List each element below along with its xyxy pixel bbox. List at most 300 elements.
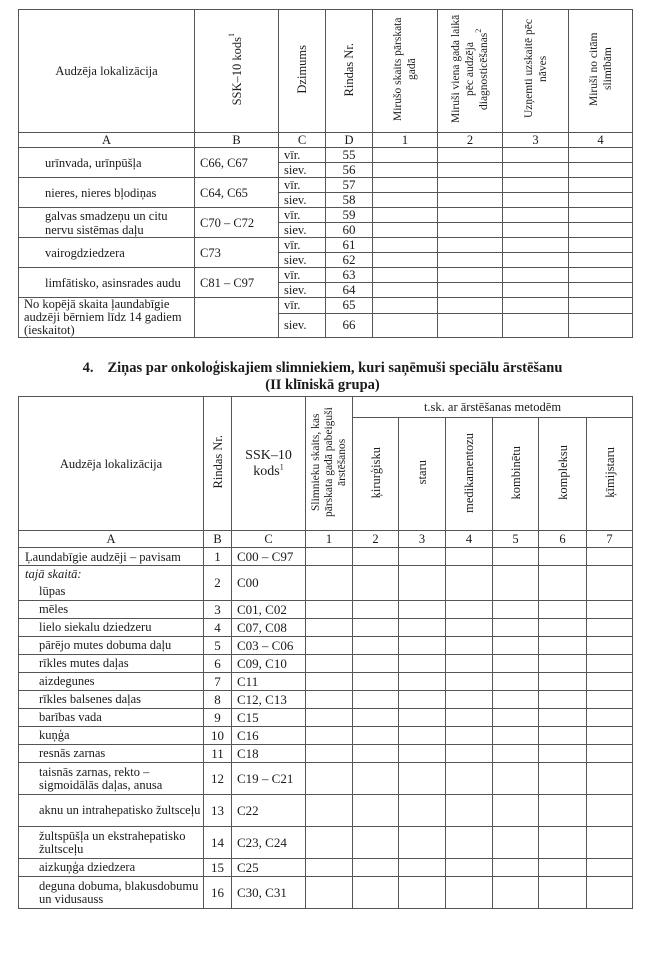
value-cell[interactable]: [399, 709, 446, 727]
table-row: [19, 268, 633, 283]
row-number-cell: 7: [204, 673, 232, 691]
row-number-cell: 59: [326, 208, 373, 223]
header-method-radiation: staru: [399, 418, 446, 531]
table-row: [19, 691, 633, 709]
value-cell[interactable]: [587, 727, 633, 745]
code-cell: [195, 298, 279, 338]
row-number-cell: 58: [326, 193, 373, 208]
value-cell[interactable]: [306, 548, 353, 566]
value-cell[interactable]: [569, 313, 633, 337]
gender-cell: vīr.: [279, 268, 326, 283]
header-method-surgical: ķirurģisku: [353, 418, 399, 531]
value-cell[interactable]: [446, 709, 493, 727]
value-cell[interactable]: [569, 163, 633, 178]
value-cell[interactable]: [446, 548, 493, 566]
code-cell: C81 – C97: [195, 268, 279, 298]
code-cell: C64, C65: [195, 178, 279, 208]
value-cell[interactable]: [306, 673, 353, 691]
row-number-cell: 6: [204, 655, 232, 673]
value-cell[interactable]: [353, 691, 399, 709]
code-cell: C30, C31: [232, 877, 306, 909]
header-row-no: Rindas Nr.: [326, 10, 373, 133]
value-cell[interactable]: [539, 763, 587, 795]
value-cell[interactable]: [446, 619, 493, 637]
index-cell: 3: [399, 531, 446, 548]
value-cell[interactable]: [373, 208, 438, 223]
localization-cell: resnās zarnas: [19, 745, 204, 763]
value-cell[interactable]: [353, 795, 399, 827]
value-cell[interactable]: [569, 208, 633, 223]
row-number-cell: 2: [204, 566, 232, 601]
table-row: [19, 727, 633, 745]
value-cell[interactable]: [306, 745, 353, 763]
value-cell[interactable]: [539, 859, 587, 877]
table-row: [19, 208, 633, 223]
section-number: 4.: [82, 360, 94, 376]
value-cell[interactable]: [306, 727, 353, 745]
value-cell[interactable]: [587, 637, 633, 655]
row-number-cell: 3: [204, 601, 232, 619]
value-cell[interactable]: [438, 193, 503, 208]
table-row: [19, 795, 633, 827]
value-cell[interactable]: [438, 283, 503, 298]
index-cell: 1: [373, 133, 438, 148]
row-number-cell: 60: [326, 223, 373, 238]
localization-cell: lielo siekalu dziedzeru: [19, 619, 204, 637]
value-cell[interactable]: [503, 178, 569, 193]
value-cell[interactable]: [539, 877, 587, 909]
code-cell: C09, C10: [232, 655, 306, 673]
value-cell[interactable]: [306, 859, 353, 877]
code-cell: C22: [232, 795, 306, 827]
value-cell[interactable]: [539, 566, 587, 601]
localization-cell: mēles: [19, 601, 204, 619]
localization-cell: limfātisko, asinsrades audu: [19, 268, 195, 298]
value-cell[interactable]: [373, 268, 438, 283]
section-subtitle: (II klīniskā grupa): [265, 377, 380, 393]
code-cell: C18: [232, 745, 306, 763]
value-cell[interactable]: [353, 548, 399, 566]
value-cell[interactable]: [399, 795, 446, 827]
value-cell[interactable]: [306, 691, 353, 709]
value-cell[interactable]: [569, 223, 633, 238]
row-number-cell: 55: [326, 148, 373, 163]
row-number-cell: 15: [204, 859, 232, 877]
table-row: [19, 877, 633, 909]
value-cell[interactable]: [306, 709, 353, 727]
value-cell[interactable]: [399, 877, 446, 909]
header-code: SSK–10 kods$^1$: [232, 397, 306, 531]
row-number-cell: 64: [326, 283, 373, 298]
table-row: [19, 763, 633, 795]
code-cell: C03 – C06: [232, 637, 306, 655]
table-row: [19, 601, 633, 619]
value-cell[interactable]: [587, 859, 633, 877]
value-cell[interactable]: [587, 877, 633, 909]
value-cell[interactable]: [438, 253, 503, 268]
code-cell: C25: [232, 859, 306, 877]
code-cell: C01, C02: [232, 601, 306, 619]
localization-cell: pārējo mutes dobuma daļu: [19, 637, 204, 655]
index-cell: C: [279, 133, 326, 148]
value-cell[interactable]: [438, 223, 503, 238]
header-localization: Audzēja lokalizācija: [19, 397, 204, 531]
value-cell[interactable]: [587, 827, 633, 859]
value-cell[interactable]: [493, 763, 539, 795]
value-cell[interactable]: [446, 763, 493, 795]
value-cell[interactable]: [438, 178, 503, 193]
value-cell[interactable]: [438, 298, 503, 314]
gender-cell: siev.: [279, 193, 326, 208]
index-cell: 4: [446, 531, 493, 548]
value-cell[interactable]: [399, 827, 446, 859]
gender-cell: siev.: [279, 313, 326, 337]
value-cell[interactable]: [446, 877, 493, 909]
code-cell: C19 – C21: [232, 763, 306, 795]
mortality-table: [18, 9, 633, 338]
header-gender: Dzimums: [279, 10, 326, 133]
value-cell[interactable]: [493, 566, 539, 601]
table-row: [19, 619, 633, 637]
header-registered-after-death: Uzņemti uzskaitē pēc nāves: [503, 10, 569, 133]
value-cell[interactable]: [353, 637, 399, 655]
section-title-line1: Ziņas par onkoloģiskajiem slimniekiem, kuri saņēmuši speciālu ārstēšanu: [107, 360, 563, 376]
header-method-chemoradiation: ķīmijstaru: [587, 418, 633, 531]
value-cell[interactable]: [438, 163, 503, 178]
row-number-cell: 12: [204, 763, 232, 795]
value-cell[interactable]: [373, 148, 438, 163]
value-cell[interactable]: [569, 193, 633, 208]
table-row: [19, 298, 633, 314]
value-cell[interactable]: [587, 709, 633, 727]
gender-cell: vīr.: [279, 148, 326, 163]
localization-cell: barības vada: [19, 709, 204, 727]
row-number-cell: 57: [326, 178, 373, 193]
value-cell[interactable]: [493, 877, 539, 909]
value-cell[interactable]: [399, 763, 446, 795]
value-cell[interactable]: [539, 745, 587, 763]
index-cell: D: [326, 133, 373, 148]
value-cell[interactable]: [399, 745, 446, 763]
value-cell[interactable]: [438, 313, 503, 337]
value-cell[interactable]: [446, 827, 493, 859]
code-cell: C00 – C97: [232, 548, 306, 566]
value-cell[interactable]: [503, 313, 569, 337]
value-cell[interactable]: [306, 637, 353, 655]
value-cell[interactable]: [306, 601, 353, 619]
gender-cell: vīr.: [279, 178, 326, 193]
value-cell[interactable]: [446, 566, 493, 601]
value-cell[interactable]: [353, 763, 399, 795]
table-row: [19, 637, 633, 655]
value-cell[interactable]: [446, 637, 493, 655]
localization-cell: vairogdziedzera: [19, 238, 195, 268]
value-cell[interactable]: [503, 193, 569, 208]
table-row: [19, 673, 633, 691]
table-row: [19, 148, 633, 163]
gender-cell: siev.: [279, 223, 326, 238]
localization-cell: kuņģa: [19, 727, 204, 745]
value-cell[interactable]: [587, 691, 633, 709]
value-cell[interactable]: [353, 619, 399, 637]
gender-cell: siev.: [279, 253, 326, 268]
value-cell[interactable]: [493, 548, 539, 566]
value-cell[interactable]: [438, 268, 503, 283]
value-cell[interactable]: [399, 655, 446, 673]
localization-cell: tajā skaitā: lūpas: [19, 566, 204, 601]
table-row: [19, 548, 633, 566]
localization-cell: aknu un intrahepatisko žultsceļu: [19, 795, 204, 827]
value-cell[interactable]: [399, 566, 446, 601]
value-cell[interactable]: [399, 727, 446, 745]
value-cell[interactable]: [503, 298, 569, 314]
value-cell[interactable]: [539, 727, 587, 745]
value-cell[interactable]: [438, 148, 503, 163]
header-method-combined: kombinētu: [493, 418, 539, 531]
code-cell: C23, C24: [232, 827, 306, 859]
code-cell: C11: [232, 673, 306, 691]
value-cell[interactable]: [569, 298, 633, 314]
value-cell[interactable]: [539, 795, 587, 827]
row-number-cell: 11: [204, 745, 232, 763]
index-cell: 7: [587, 531, 633, 548]
value-cell[interactable]: [399, 619, 446, 637]
table-row: [19, 566, 633, 601]
index-row: [19, 531, 633, 548]
value-cell[interactable]: [493, 601, 539, 619]
value-cell[interactable]: [539, 673, 587, 691]
subheading: tajā skaitā:: [25, 567, 82, 581]
value-cell[interactable]: [503, 148, 569, 163]
value-cell[interactable]: [539, 619, 587, 637]
value-cell[interactable]: [306, 877, 353, 909]
header-method-medication: medikamentozu: [446, 418, 493, 531]
value-cell[interactable]: [373, 313, 438, 337]
row-number-cell: 13: [204, 795, 232, 827]
localization-cell: nieres, nieres bļodiņas: [19, 178, 195, 208]
value-cell[interactable]: [587, 655, 633, 673]
value-cell[interactable]: [353, 673, 399, 691]
header-deaths-first-year: Miruši viena gada laikā pēc audzēja diagnosticēšanas$^2$: [438, 10, 503, 133]
value-cell[interactable]: [399, 548, 446, 566]
value-cell[interactable]: [587, 566, 633, 601]
value-cell[interactable]: [493, 637, 539, 655]
value-cell[interactable]: [353, 745, 399, 763]
row-number-cell: 65: [326, 298, 373, 314]
localization-cell: aizkuņģa dziedzera: [19, 859, 204, 877]
value-cell[interactable]: [503, 238, 569, 253]
value-cell[interactable]: [438, 208, 503, 223]
value-cell[interactable]: [373, 193, 438, 208]
code-cell: C16: [232, 727, 306, 745]
localization-cell: rīkles mutes daļas: [19, 655, 204, 673]
value-cell[interactable]: [503, 253, 569, 268]
value-cell[interactable]: [493, 691, 539, 709]
value-cell[interactable]: [306, 763, 353, 795]
value-cell[interactable]: [306, 827, 353, 859]
value-cell[interactable]: [306, 619, 353, 637]
value-cell[interactable]: [503, 223, 569, 238]
table-row: [19, 238, 633, 253]
code-cell: C73: [195, 238, 279, 268]
value-cell[interactable]: [539, 691, 587, 709]
row-number-cell: 66: [326, 313, 373, 337]
gender-cell: siev.: [279, 163, 326, 178]
index-cell: 6: [539, 531, 587, 548]
table-row: [19, 655, 633, 673]
code-cell: C07, C08: [232, 619, 306, 637]
value-cell[interactable]: [569, 283, 633, 298]
value-cell[interactable]: [587, 548, 633, 566]
value-cell[interactable]: [399, 601, 446, 619]
value-cell[interactable]: [353, 566, 399, 601]
localization-cell: taisnās zarnas, rekto – sigmoidālās daļas, anusa: [19, 763, 204, 795]
localization-cell: aizdegunes: [19, 673, 204, 691]
value-cell[interactable]: [353, 655, 399, 673]
row-number-cell: 9: [204, 709, 232, 727]
value-cell[interactable]: [446, 691, 493, 709]
value-cell[interactable]: [493, 655, 539, 673]
gender-cell: vīr.: [279, 238, 326, 253]
value-cell[interactable]: [373, 253, 438, 268]
header-methods-group: t.sk. ar ārstēšanas metodēm: [353, 397, 633, 418]
value-cell[interactable]: [373, 283, 438, 298]
code-cell: C66, C67: [195, 148, 279, 178]
value-cell[interactable]: [353, 877, 399, 909]
value-cell[interactable]: [446, 745, 493, 763]
value-cell[interactable]: [539, 655, 587, 673]
section-title: [0, 360, 645, 376]
value-cell[interactable]: [587, 601, 633, 619]
value-cell[interactable]: [569, 268, 633, 283]
index-cell: 5: [493, 531, 539, 548]
value-cell[interactable]: [438, 238, 503, 253]
value-cell[interactable]: [306, 655, 353, 673]
index-cell: 2: [438, 133, 503, 148]
value-cell[interactable]: [493, 859, 539, 877]
value-cell[interactable]: [493, 709, 539, 727]
localization-cell: Ļaundabīgie audzēji – pavisam: [19, 548, 204, 566]
value-cell[interactable]: [503, 163, 569, 178]
value-cell[interactable]: [353, 709, 399, 727]
value-cell[interactable]: [587, 745, 633, 763]
localization-cell: rīkles balsenes daļas: [19, 691, 204, 709]
value-cell[interactable]: [569, 238, 633, 253]
value-cell[interactable]: [493, 727, 539, 745]
row-number-cell: 5: [204, 637, 232, 655]
header-patients-completed: Slimnieku skaits, kas pārskata gadā pabeiguši ārstēšanos: [306, 397, 353, 531]
value-cell[interactable]: [503, 268, 569, 283]
value-cell[interactable]: [493, 745, 539, 763]
value-cell[interactable]: [353, 827, 399, 859]
value-cell[interactable]: [446, 727, 493, 745]
value-cell[interactable]: [569, 148, 633, 163]
header-row-no: Rindas Nr.: [204, 397, 232, 531]
value-cell[interactable]: [399, 673, 446, 691]
value-cell[interactable]: [569, 253, 633, 268]
localization-cell: deguna dobuma, blakusdobumu un vidusauss: [19, 877, 204, 909]
table-row: [19, 859, 633, 877]
value-cell[interactable]: [587, 673, 633, 691]
value-cell[interactable]: [493, 795, 539, 827]
value-cell[interactable]: [569, 178, 633, 193]
value-cell[interactable]: [446, 795, 493, 827]
row-number-cell: 62: [326, 253, 373, 268]
row-number-cell: 10: [204, 727, 232, 745]
value-cell[interactable]: [399, 691, 446, 709]
value-cell[interactable]: [446, 673, 493, 691]
value-cell[interactable]: [587, 763, 633, 795]
index-row: [19, 133, 633, 148]
value-cell[interactable]: [399, 637, 446, 655]
header-code: SSK–10 kods$^1$: [195, 10, 279, 133]
row-number-cell: 8: [204, 691, 232, 709]
value-cell[interactable]: [353, 601, 399, 619]
value-cell[interactable]: [373, 223, 438, 238]
localization-cell: galvas smadzeņu un citu nervu sistēmas daļu: [19, 208, 195, 238]
row-number-cell: 56: [326, 163, 373, 178]
value-cell[interactable]: [373, 238, 438, 253]
value-cell[interactable]: [493, 619, 539, 637]
value-cell[interactable]: [306, 566, 353, 601]
row-number-cell: 63: [326, 268, 373, 283]
value-cell[interactable]: [373, 178, 438, 193]
value-cell[interactable]: [587, 619, 633, 637]
table-row: [19, 178, 633, 193]
gender-cell: vīr.: [279, 298, 326, 314]
index-cell: A: [19, 133, 195, 148]
table-row: [19, 827, 633, 859]
row-number-cell: 1: [204, 548, 232, 566]
value-cell[interactable]: [399, 859, 446, 877]
header-died-other-diseases: Miruši no citām slimībām: [569, 10, 633, 133]
value-cell[interactable]: [353, 859, 399, 877]
value-cell[interactable]: [493, 673, 539, 691]
index-cell: C: [232, 531, 306, 548]
index-cell: 4: [569, 133, 633, 148]
value-cell[interactable]: [446, 655, 493, 673]
index-cell: B: [204, 531, 232, 548]
code-cell: C12, C13: [232, 691, 306, 709]
index-cell: 2: [353, 531, 399, 548]
row-number-cell: 4: [204, 619, 232, 637]
value-cell[interactable]: [539, 709, 587, 727]
code-cell: C15: [232, 709, 306, 727]
value-cell[interactable]: [539, 601, 587, 619]
table-row: [19, 745, 633, 763]
value-cell[interactable]: [539, 637, 587, 655]
value-cell[interactable]: [503, 283, 569, 298]
value-cell[interactable]: [493, 827, 539, 859]
index-cell: 1: [306, 531, 353, 548]
value-cell[interactable]: [503, 208, 569, 223]
value-cell[interactable]: [539, 548, 587, 566]
treatment-table: [18, 396, 633, 909]
code-cell: C70 – C72: [195, 208, 279, 238]
value-cell[interactable]: [353, 727, 399, 745]
localization-cell: No kopējā skaita ļaundabīgie audzēji bērniem līdz 14 gadiem (ieskaitot): [19, 298, 195, 338]
value-cell[interactable]: [446, 601, 493, 619]
value-cell[interactable]: [306, 795, 353, 827]
value-cell[interactable]: [446, 859, 493, 877]
value-cell[interactable]: [539, 827, 587, 859]
row-number-cell: 61: [326, 238, 373, 253]
index-cell: 3: [503, 133, 569, 148]
value-cell[interactable]: [373, 163, 438, 178]
value-cell[interactable]: [373, 298, 438, 314]
table-row: [19, 709, 633, 727]
value-cell[interactable]: [587, 795, 633, 827]
